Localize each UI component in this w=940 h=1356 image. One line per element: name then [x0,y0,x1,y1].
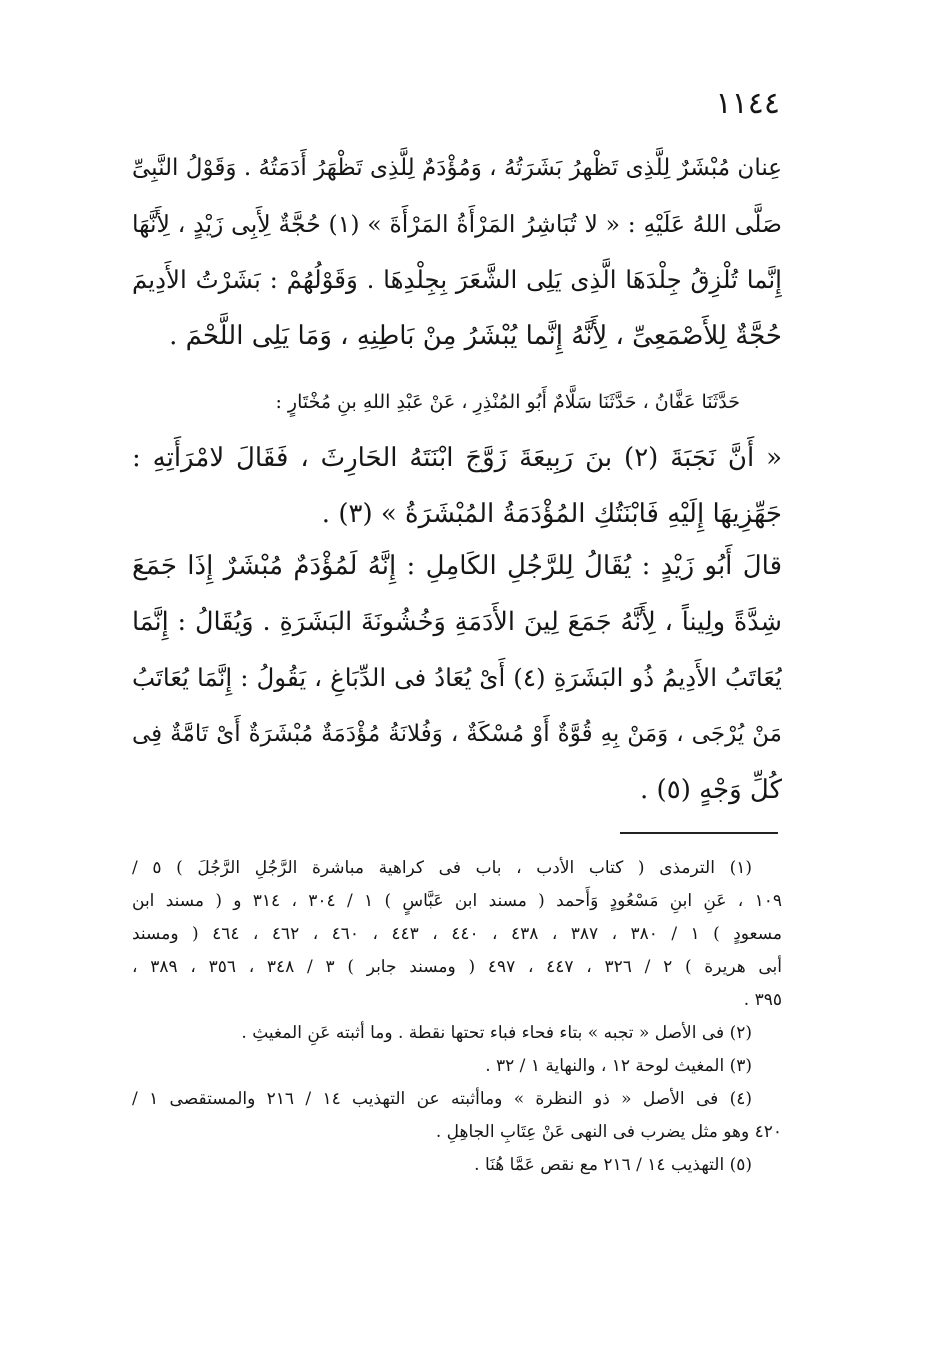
text-line: مَنْ يُرْجَى ، وَمَنْ بِهِ قُوَّةٌ أَوْ مُسْكَةٌ ، وَفُلانَةُ مُؤْدَمَةٌ مُبْشَرَةٌ أَىْ تَامَّةٌ فِى [132,721,782,747]
commentary-paragraph [132,538,782,818]
text-line: إِنَّما تُلْزِقُ جِلْدَهَا الَّذِى يَلِى الشَّعَرَ بِجِلْدِهَا . وَقَوْلُهُمْ : بَشَرْتُ الأَدِيمَ [132,265,782,294]
footnote-line: مسعودٍ ) ١ / ٣٨٠ ، ٣٨٧ ، ٤٣٨ ، ٤٤٠ ، ٤٤٣ ، ٤٦٠ ، ٤٦٢ ، ٤٦٤ ( ومسند [132,924,782,944]
footnote-line: (٢) فى الأصل « تجبه » بتاء فحاء فباء تحتها نقطة . وما أثبته عَنِ المغيثِ . [241,1023,752,1043]
footnote-line: (٤) فى الأصل « ذو النظرة » وماأثبته عن التهذيب ١٤ / ٢١٦ والمستقصى ١ / [132,1089,752,1109]
lexical-paragraph [132,140,782,364]
footnote-line: (٣) المغيث لوحة ١٢ ، والنهاية ١ / ٣٢ . [485,1056,752,1076]
footnote-line: (٥) التهذيب ١٤ / ٢١٦ مع نقص عَمَّا هُنَا . [474,1155,752,1175]
footnote-line: (١) الترمذى ( كتاب الأدب ، باب فى كراهية مباشرة الرَّجُلِ الرَّجُلَ ) ٥ / [132,858,752,878]
footnote-line: ١٠٩ ، عَنِ ابنِ مَسْعُودٍ وَأَحمد ( مسند ابن عَبَّاسٍ ) ١ / ٣٠٤ ، ٣١٤ و ( مسند ابن [132,891,782,911]
isnad-line: حَدَّثَنَا عَفَّانُ ، حَدَّثَنَا سَلَّامٌ أَبُو المُنْذِرِ ، عَنْ عَبْدِ اللهِ بنِ مُخْتَارٍ : [275,391,740,413]
hadith-line: جَهِّزِيهَا إِلَيْهِ فَابْنَتُكِ المُؤْدَمَةُ المُبْشَرَةُ » (٣) . [321,499,782,529]
page-number: ١١٤٤ [715,86,780,121]
text-line: شِدَّةً ولِيناً ، لِأَنَّهُ جَمَعَ لِينَ الأَدَمَةِ وَخُشُونَةَ البَشَرَةِ . وَيُقَالُ : إِنَّمَا [132,607,782,637]
footnote-line: أبى هريرة ) ٢ / ٣٢٦ ، ٤٤٧ ، ٤٩٧ ( ومسند جابر ) ٣ / ٣٤٨ ، ٣٥٦ ، ٣٨٩ ، [132,957,782,977]
hadith-text [132,430,782,542]
footnote-divider [620,832,778,834]
text-line: صَلَّى اللهُ عَلَيْهِ : « لا تُبَاشِرُ المَرْأَةُ المَرْأَةَ » (١) حُجَّةٌ لِأَبِى زَيْدٍ ، لِأَنَّهَا [132,210,782,238]
text-line: قالَ أَبُو زَيْدٍ : يُقَالُ لِلرَّجُلِ الكَامِلِ : إِنَّهُ لَمُؤْدَمٌ مُبْشَرٌ إِذَا جَمَعَ [132,551,782,581]
footnote-line: ٣٩٥ . [743,990,782,1010]
text-line: كُلِّ وَجْهٍ (٥) . [640,775,782,805]
footnotes [132,852,782,1182]
hadith-line: « أَنَّ نَجَبَةَ (٢) بنَ رَبِيعَةَ زَوَّجَ ابْنَتَهُ الحَارِثَ ، فَقَالَ لامْرَأَتِهِ : [132,443,782,473]
isnad-chain [160,382,740,422]
text-line: عِنان مُبْشَرٌ لِلَّذِى تَظْهرُ بَشَرَتُهُ ، وَمُؤْدَمٌ لِلَّذِى تَظْهَرُ أَدَمَتُهُ . وَقَوْلُ النَّبِىِّ [132,155,782,181]
text-line: حُجَّةٌ لِلأَصْمَعِىِّ ، لِأَنَّهُ إِنَّما يُبْشَرُ مِنْ بَاطِنِهِ ، وَمَا يَلِى اللَّحْمَ . [169,321,782,351]
text-line: يُعَاتَبُ الأَدِيمُ ذُو البَشَرَةِ (٤) أَىْ يُعَادُ فى الدِّبَاغِ ، يَقُولُ : إِنَّمَا يُعَاتَبُ [132,663,782,692]
footnote-line: ٤٢٠ وهو مثل يضرب فى النهى عَنْ عِتَابِ الجاهِلِ . [435,1122,782,1142]
